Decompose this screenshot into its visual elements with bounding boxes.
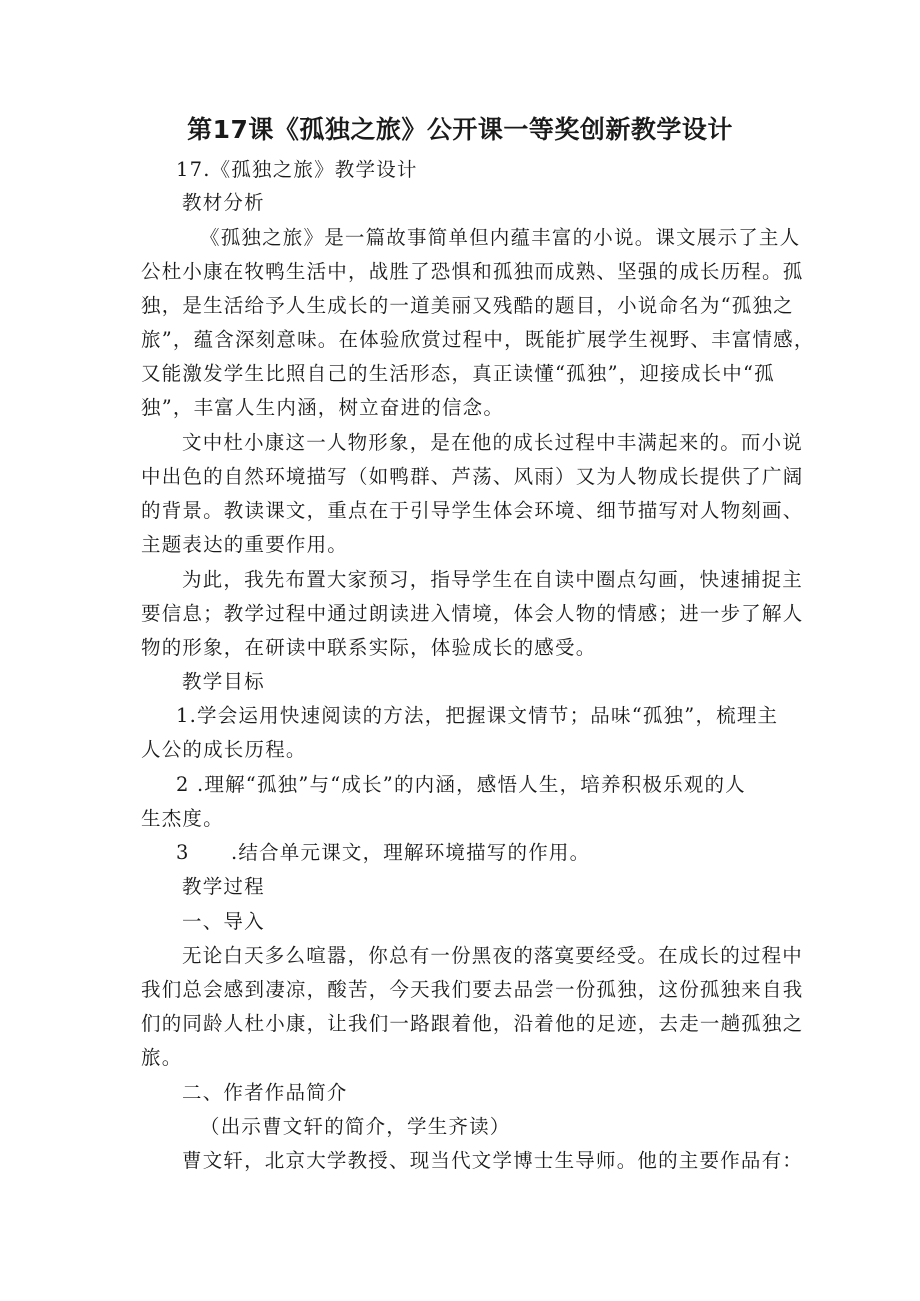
document-line: 要信息；教学过程中通过朗读进入情境，体会人物的情感；进一步了解人 (141, 602, 804, 625)
document-line: 1.学会运用快速阅读的方法，把握课文情节；品味“孤独”，梳理主 (176, 704, 779, 727)
document-line: 独，是生活给予人生成长的一道美丽又残酷的题目，小说命名为“孤独之 (141, 294, 794, 317)
document-line: 主题表达的重要作用。 (141, 533, 349, 556)
document-line: 生杰度。 (141, 807, 224, 830)
document-line: 旅。 (141, 1046, 183, 1069)
document-line: 又能激发学生比照自己的生活形态，真正读懂“孤独”，迎接成长中“孤 (141, 362, 775, 385)
document-line: 物的形象，在研读中联系实际，体验成长的感受。 (141, 636, 597, 659)
document-line: 2 .理解“孤独”与“成长”的内涵，感悟人生，培养积极乐观的人 (176, 773, 746, 796)
document-line: 旅”，蕴含深刻意味。在体验欣赏过程中，既能扩展学生视野、丰富情感， (141, 328, 815, 351)
document-line: 17.《孤独之旅》教学设计 (176, 158, 418, 181)
document-line: 3 .结合单元课文，理解环境描写的作用。 (176, 841, 591, 864)
document-line: 的背景。教读课文，重点在于引导学生体会环境、细节描写对人物刻画、 (141, 499, 804, 522)
document-line: 们的同龄人杜小康，让我们一路跟着他，沿着他的足迹，去走一趟孤独之 (141, 1012, 804, 1035)
document-line: 为此，我先布置大家预习，指导学生在自读中圈点勾画，快速捕捉主 (182, 568, 804, 591)
document-line: 一、导入 (182, 910, 265, 933)
document-line: 公杜小康在牧鸭生活中，战胜了恐惧和孤独而成熟、坚强的成长历程。孤 (141, 260, 804, 283)
document-line: 教学目标 (182, 670, 265, 693)
document-line: （出示曹文轩的简介，学生齐读） (200, 1115, 511, 1138)
document-line: 独”，丰富人生内涵，树立奋进的信念。 (141, 396, 505, 419)
document-line: 文中杜小康这一人物形象，是在他的成长过程中丰满起来的。而小说 (182, 431, 804, 454)
document-line: 中出色的自然环境描写（如鸭群、芦荡、风雨）又为人物成长提供了广阔 (141, 465, 804, 488)
document-line: 无论白天多么喧嚣，你总有一份黑夜的落寞要经受。在成长的过程中 (182, 944, 804, 967)
document-line: 《孤独之旅》是一篇故事简单但内蕴丰富的小说。课文展示了主人 (200, 226, 801, 249)
document-line: 我们总会感到凄凉，酸苦，今天我们要去品尝一份孤独，这份孤独来自我 (141, 978, 804, 1001)
document-line: 二、作者作品简介 (182, 1081, 348, 1104)
document-title: 第17课《孤独之旅》公开课一等奖创新教学设计 (187, 115, 733, 144)
document-line: 教学过程 (182, 875, 265, 898)
document-line: 曹文轩，北京大学教授、现当代文学博士生导师。他的主要作品有： (182, 1149, 804, 1172)
document-line: 人公的成长历程。 (141, 738, 307, 761)
document-line: 教材分析 (182, 191, 265, 214)
